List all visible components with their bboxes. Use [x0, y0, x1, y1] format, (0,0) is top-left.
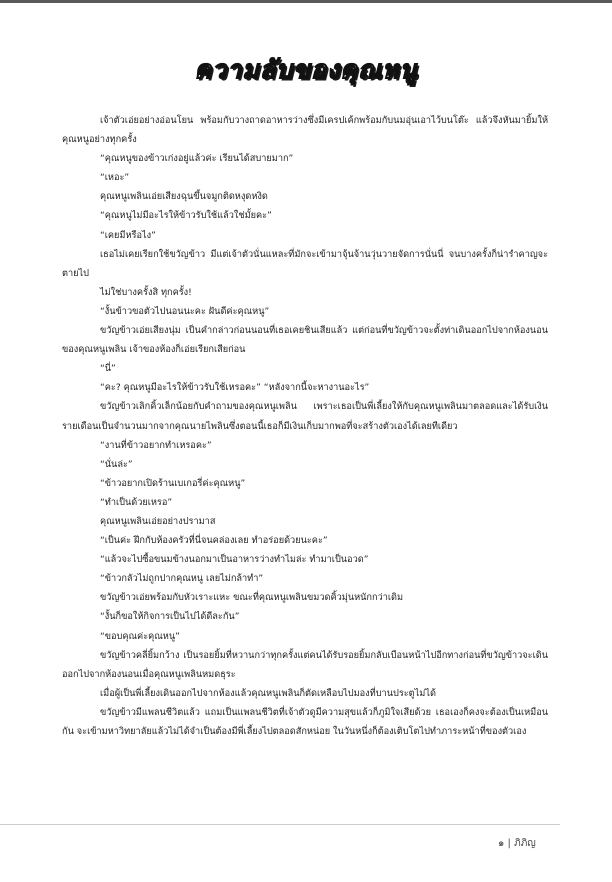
paragraph: ไม่ใช่บางครั้งสิ ทุกครั้ง! [100, 286, 192, 298]
paragraph: “นั่นล่ะ” [100, 458, 133, 470]
page-number: ๑ [498, 838, 505, 849]
footer-divider [0, 824, 560, 825]
page-footer [498, 836, 568, 851]
paragraph: “เหอะ” [100, 172, 130, 184]
story-body [62, 111, 548, 741]
paragraph: “ขอบคุณค่ะคุณหนู” [100, 630, 180, 642]
paragraph: “เคยมีหรือไง” [100, 229, 156, 241]
paragraph: “งั้นก็ขอให้กิจการเป็นไปได้ดีละกัน” [100, 611, 240, 623]
paragraph: เมื่อผู้เป็นพี่เลี้ยงเดินออกไปจากห้องแล้วคุณหนูเพลินก็ตัดเหลือบไปมองที่บานประตูไม่ได้ [100, 687, 436, 699]
author-name: ภิภิญ [514, 838, 536, 849]
paragraph: เจ้าตัวเอ่ยอย่างอ่อนโยน พร้อมกับวางถาดอาหารว่างซึ่งมีเครปเค้กพร้อมกับนมอุ่นเอาไว้บนโต๊ะ แล้วจึงหันมายิ้มให้คุณหนูอย่างทุกครั้ง [62, 115, 548, 146]
paragraph: “คุณหนูของข้าวเก่งอยู่แล้วค่ะ เรียนได้สบายมาก” [100, 153, 294, 165]
paragraph: “คุณหนูไม่มีอะไรให้ข้าวรับใช้แล้วใช่มั้ยคะ” [100, 210, 272, 222]
paragraph: “งานที่ข้าวอยากทำเหรอคะ” [100, 439, 212, 451]
paragraph: “ข้าวกลัวไม่ถูกปากคุณหนู เลยไม่กล้าทำ” [100, 573, 264, 585]
paragraph: “ทำเป็นด้วยเหรอ” [100, 496, 173, 508]
title-block [0, 50, 612, 90]
paragraph: ขวัญข้าวเอ่ยเสียงนุ่ม เป็นคำกล่าวก่อนนอนที่เธอเคยชินเสียแล้ว แต่ก่อนที่ขวัญข้าวจะตั้งท่าเดินออกไปจากห้องนอนของคุณหนูเพลิน เจ้าของห้องก็เอ่ยเรียกเสียก่อน [62, 325, 548, 356]
paragraph: คุณหนูเพลินเอ่ยอย่างปรามาส [100, 515, 216, 527]
paragraph: เธอไม่เคยเรียกใช้ขวัญข้าว มีแต่เจ้าตัวนั่นแหละที่มักจะเข้ามาจุ้นจ้านวุ่นวายจัดการนั่นนี่ จนบางครั้งก็น่ารำคาญจะตายไป [62, 248, 548, 279]
paragraph: “ข้าวอยากเปิดร้านเบเกอรี่ค่ะคุณหนู” [100, 477, 246, 489]
paragraph: “แล้วจะไปซื้อขนมข้างนอกมาเป็นอาหารว่างทำไมล่ะ ทำมาเป็นอวด” [100, 554, 369, 566]
paragraph: ขวัญข้าวคลี่ยิ้มกว้าง เป็นรอยยิ้มที่หวานกว่าทุกครั้งแต่คนได้รับรอยยิ้มกลับเบือนหน้าไปอีกทางก่อนที่ขวัญข้าวจะเดินออกไปจากห้องนอนเมื่อคุณหนูเพลินหมดธุระ [62, 649, 548, 680]
paragraph: “งั้นข้าวขอตัวไปนอนนะคะ ฝันดีค่ะคุณหนู” [100, 305, 270, 317]
paragraph: ขวัญข้าวเอ่ยพร้อมกับหัวเราะแหะ ขณะที่คุณหนูเพลินขมวดคิ้วมุ่นหนักกว่าเดิม [100, 592, 404, 604]
paragraph: “เป็นค่ะ ฝึกกับห้องครัวที่นี่จนคล่องเลย ทำอร่อยด้วยนะคะ” [100, 535, 328, 547]
footer-separator: | [507, 838, 511, 849]
top-border [0, 0, 612, 3]
paragraph: ขวัญข้าวเลิกคิ้วเล็กน้อยกับคำถามของคุณหนูเพลิน เพราะเธอเป็นพี่เลี้ยงให้กับคุณหนูเพลินมาตลอดและได้รับเงินรายเดือนเป็นจำนวนมากจากคุณนายไพลินซึ่งตอนนี้เธอก็มีเงินเก็บมากพอที่จะสร้างตัวเองได้เลยทีเดียว [62, 401, 548, 432]
chapter-title: ความลับของคุณหนู [194, 55, 418, 84]
paragraph: “นี่” [100, 363, 116, 375]
paragraph: “คะ? คุณหนูมีอะไรให้ข้าวรับใช้เหรอคะ” “หลังจากนี้จะหางานอะไร” [100, 382, 370, 394]
paragraph: ขวัญข้าวมีแพลนชีวิตแล้ว แถมเป็นแพลนชีวิตที่เจ้าตัวดูมีความสุขแล้วก็ภูมิใจเสียด้วย เธอเองก็คงจะต้องเป็นเหมือนกัน จะเข้ามหาวิทยาลัยแล้วไม่ได้จำเป็นต้องมีพี่เลี้ยงไปตลอดสักหน่อย ในวันหนึ่งก็ต้องเติบโตไปทำภาระหน้าที่ของตัวเอง [62, 706, 548, 737]
paragraph: คุณหนูเพลินเอ่ยเสียงฉุนขึ้นจมูกติดหงุดหงิด [100, 191, 268, 203]
